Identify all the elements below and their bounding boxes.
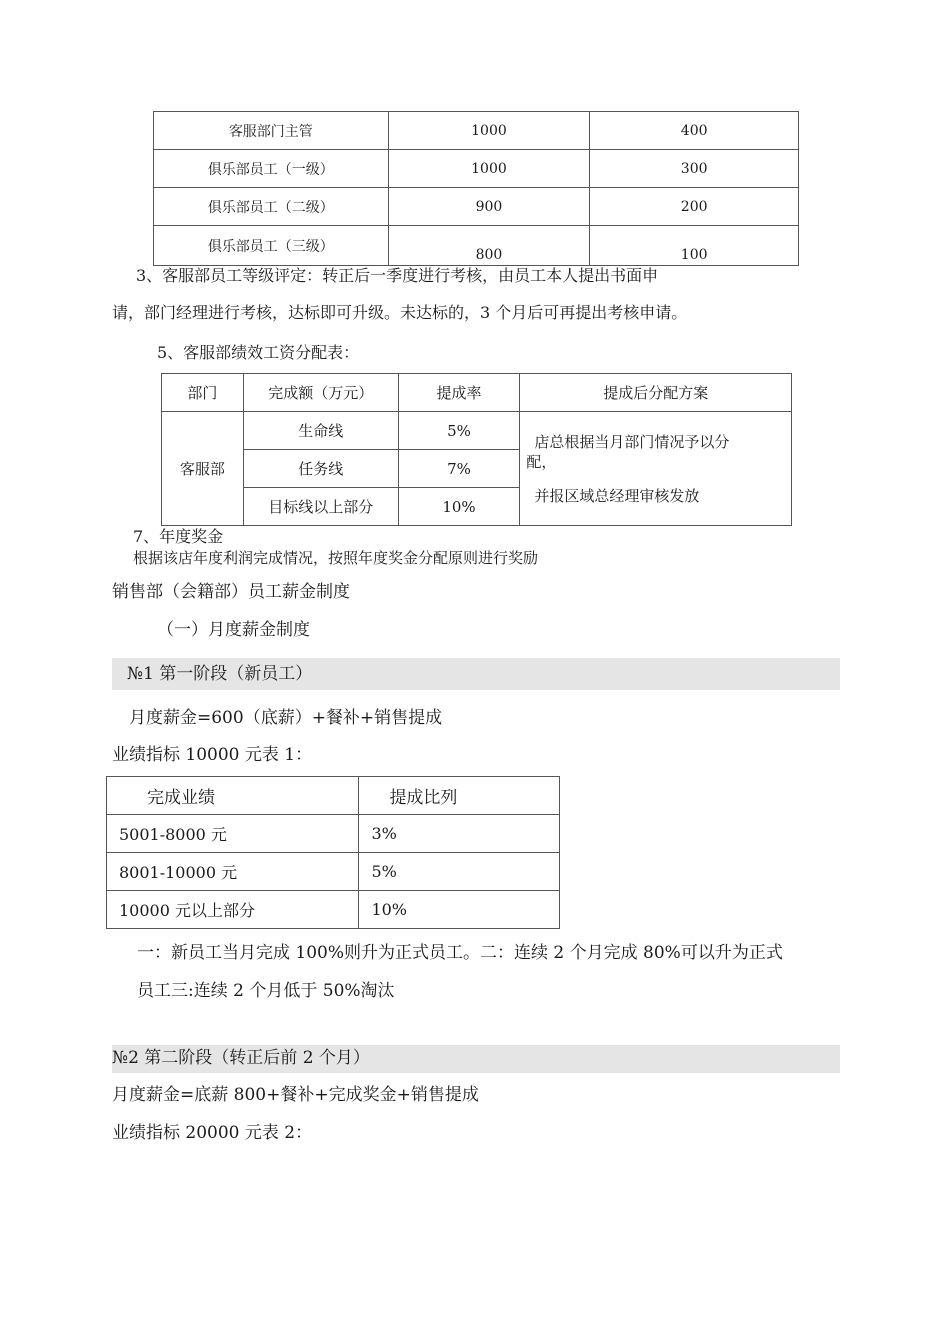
column-header: 提成后分配方案 <box>520 374 792 412</box>
value-cell: 1000 <box>388 112 590 150</box>
table-row <box>107 891 560 929</box>
value-cell: 100 <box>590 226 799 266</box>
stage-heading: №2 第二阶段（转正后前 2 个月） <box>112 1048 370 1068</box>
formula-text: 月度薪金=600（底薪）+餐补+销售提成 <box>129 708 443 728</box>
rate-cell: 5% <box>398 412 520 450</box>
target-text: 业绩指标 10000 元表 1： <box>112 745 313 765</box>
table-header-row <box>162 374 792 412</box>
note-line: 员工三:连续 2 个月低于 50%淘汰 <box>137 981 395 1001</box>
section-heading: 7、年度奖金 <box>133 527 224 546</box>
table-row <box>107 853 560 891</box>
range-cell: 5001-8000 元 <box>107 815 359 853</box>
stage-heading: №1 第一阶段（新员工） <box>127 664 313 684</box>
value-cell: 900 <box>388 188 590 226</box>
role-cell: 俱乐部员工（一级） <box>154 150 389 188</box>
rate-cell: 10% <box>398 488 520 526</box>
value-cell: 1000 <box>388 150 590 188</box>
paragraph-line: 3、客服部员工等级评定：转正后一季度进行考核，由员工本人提出书面申 <box>136 266 659 285</box>
note-line: 一：新员工当月完成 100%则升为正式员工。二：连续 2 个月完成 80%可以升为正式 <box>137 943 783 963</box>
range-cell: 10000 元以上部分 <box>107 891 359 929</box>
plan-text: 并报区域总经理审核发放 <box>534 487 700 505</box>
value-cell: 200 <box>590 188 799 226</box>
role-cell: 俱乐部员工（二级） <box>154 188 389 226</box>
paragraph-line: 请，部门经理进行考核，达标即可升级。未达标的，3 个月后可再提出考核申请。 <box>112 303 688 322</box>
dept-cell: 客服部 <box>162 412 244 526</box>
plan-text: 店总根据当月部门情况予以分 <box>534 433 730 451</box>
formula-text: 月度薪金=底薪 800+餐补+完成奖金+销售提成 <box>112 1085 479 1105</box>
section-heading: 销售部（会籍部）员工薪金制度 <box>112 582 350 602</box>
rate-cell: 3% <box>359 815 560 853</box>
section-heading: 5、客服部绩效工资分配表： <box>157 343 360 362</box>
range-cell: 8001-10000 元 <box>107 853 359 891</box>
salary-level-table <box>153 111 799 266</box>
rate-cell: 10% <box>359 891 560 929</box>
value-cell: 800 <box>388 226 590 266</box>
section-heading: （一）月度薪金制度 <box>157 620 310 640</box>
tier-cell: 生命线 <box>243 412 398 450</box>
column-header: 完成业绩 <box>107 777 359 815</box>
column-header: 提成比列 <box>359 777 560 815</box>
table-row <box>154 112 799 150</box>
paragraph-line: 根据该店年度利润完成情况，按照年度奖金分配原则进行奖励 <box>133 549 539 567</box>
tier-cell: 目标线以上部分 <box>243 488 398 526</box>
value-cell: 300 <box>590 150 799 188</box>
tier-cell: 任务线 <box>243 450 398 488</box>
value-cell: 400 <box>590 112 799 150</box>
table-header-row <box>107 777 560 815</box>
table-row <box>154 226 799 266</box>
table-row <box>162 412 792 450</box>
commission-table <box>106 776 560 929</box>
column-header: 完成额（万元） <box>243 374 398 412</box>
rate-cell: 5% <box>359 853 560 891</box>
role-cell: 俱乐部员工（三级） <box>154 226 389 266</box>
role-cell: 客服部门主管 <box>154 112 389 150</box>
performance-pay-table <box>161 373 792 526</box>
table-row <box>154 188 799 226</box>
target-text: 业绩指标 20000 元表 2： <box>112 1123 313 1143</box>
plan-text: 配， <box>526 453 557 471</box>
table-row <box>107 815 560 853</box>
rate-cell: 7% <box>398 450 520 488</box>
column-header: 提成率 <box>398 374 520 412</box>
table-row <box>154 150 799 188</box>
column-header: 部门 <box>162 374 244 412</box>
plan-cell <box>520 412 792 526</box>
